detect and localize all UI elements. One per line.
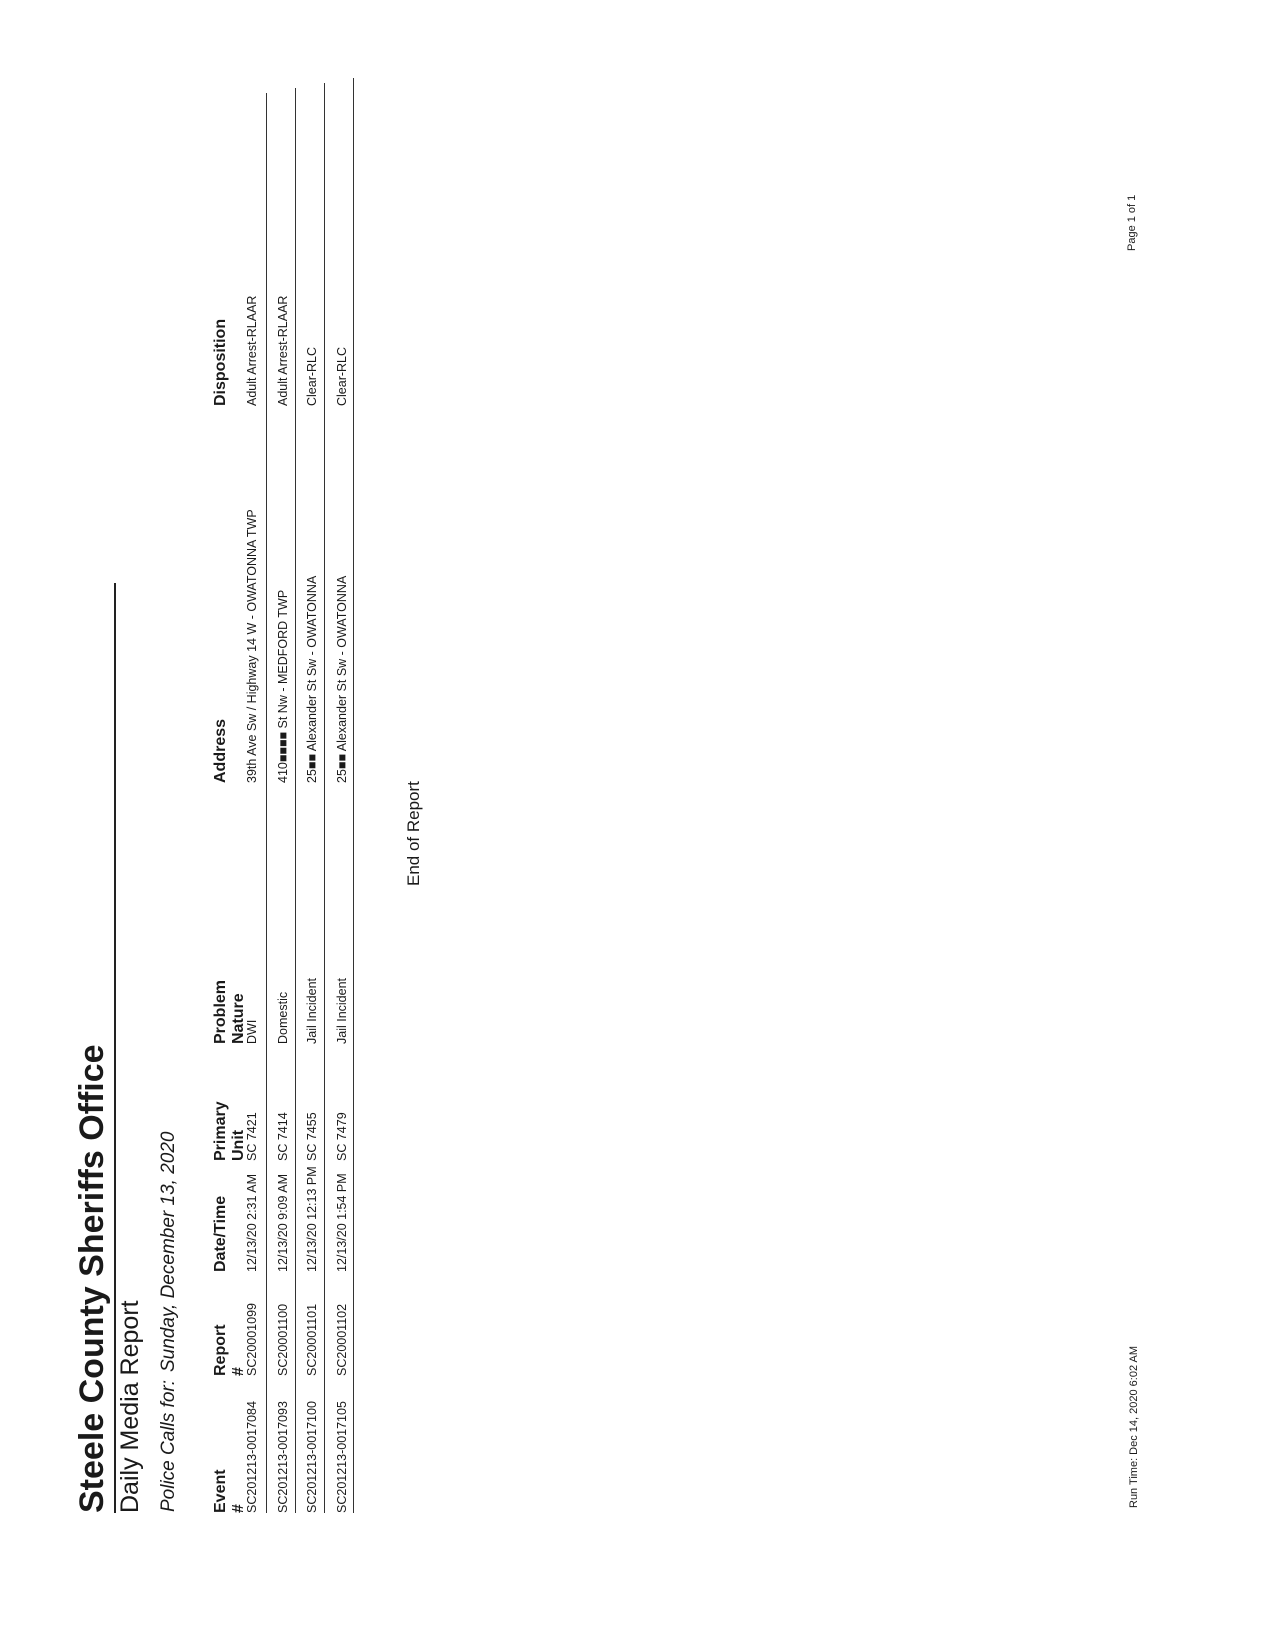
cell-disposition: Adult Arrest-RLAAR [276, 295, 290, 406]
cell-address: 25■■ Alexander St Sw - OWATONNA [335, 575, 349, 783]
column-header-address: Address [212, 718, 229, 783]
run-time: Run Time: Dec 14, 2020 6:02 AM [1128, 1345, 1140, 1508]
row-divider [295, 88, 296, 1513]
cell-report: SC20001099 [245, 1303, 259, 1376]
column-header-report: Report # [212, 1324, 247, 1376]
column-header-event: Event # [212, 1469, 247, 1513]
page-number: Page 1 of 1 [1126, 194, 1138, 251]
cell-disposition: Clear-RLC [305, 346, 319, 406]
cell-unit: SC 7455 [305, 1112, 319, 1161]
cell-problem: Jail Incident [335, 977, 349, 1044]
calls-for-date: Sunday, December 13, 2020 [158, 1131, 179, 1372]
cell-report: SC20001100 [276, 1303, 290, 1376]
calls-for-line [158, 1132, 180, 1512]
cell-report: SC20001101 [305, 1303, 319, 1376]
cell-unit: SC 7421 [245, 1112, 259, 1161]
column-header-disposition: Disposition [212, 318, 229, 406]
column-header-unit: Primary Unit [212, 1101, 247, 1161]
cell-event: SC201213-0017100 [305, 1401, 319, 1513]
cell-problem: Jail Incident [305, 977, 319, 1044]
cell-event: SC201213-0017105 [335, 1401, 349, 1513]
cell-event: SC201213-0017093 [276, 1401, 290, 1513]
cell-disposition: Adult Arrest-RLAAR [245, 295, 259, 406]
cell-unit: SC 7414 [276, 1112, 290, 1161]
calls-for-label: Police Calls for: [158, 1380, 179, 1512]
column-header-problem: Problem Nature [212, 979, 247, 1044]
cell-address: 25■■ Alexander St Sw - OWATONNA [305, 575, 319, 783]
cell-address: 39th Ave Sw / Highway 14 W - OWATONNA TWP [245, 509, 259, 783]
cell-address: 410■■■■ St Nw - MEDFORD TWP [276, 589, 290, 783]
cell-datetime: 12/13/20 2:31 AM [245, 1174, 259, 1272]
cell-unit: SC 7479 [335, 1112, 349, 1161]
cell-datetime: 12/13/20 1:54 PM [335, 1173, 349, 1272]
agency-title: Steele County Sheriffs Office [73, 1044, 111, 1513]
row-divider [353, 78, 354, 1513]
cell-problem: DWI [245, 1019, 259, 1044]
row-divider [324, 83, 325, 1513]
cell-report: SC20001102 [335, 1303, 349, 1376]
cell-problem: Domestic [276, 991, 290, 1044]
report-title: Daily Media Report [116, 1300, 144, 1513]
cell-event: SC201213-0017084 [245, 1401, 259, 1513]
column-header-datetime: Date/Time [212, 1195, 229, 1272]
end-of-report: End of Report [404, 781, 423, 886]
cell-datetime: 12/13/20 9:09 AM [276, 1174, 290, 1272]
cell-disposition: Clear-RLC [335, 346, 349, 406]
cell-datetime: 12/13/20 12:13 PM [305, 1166, 319, 1272]
row-divider [266, 93, 267, 1513]
